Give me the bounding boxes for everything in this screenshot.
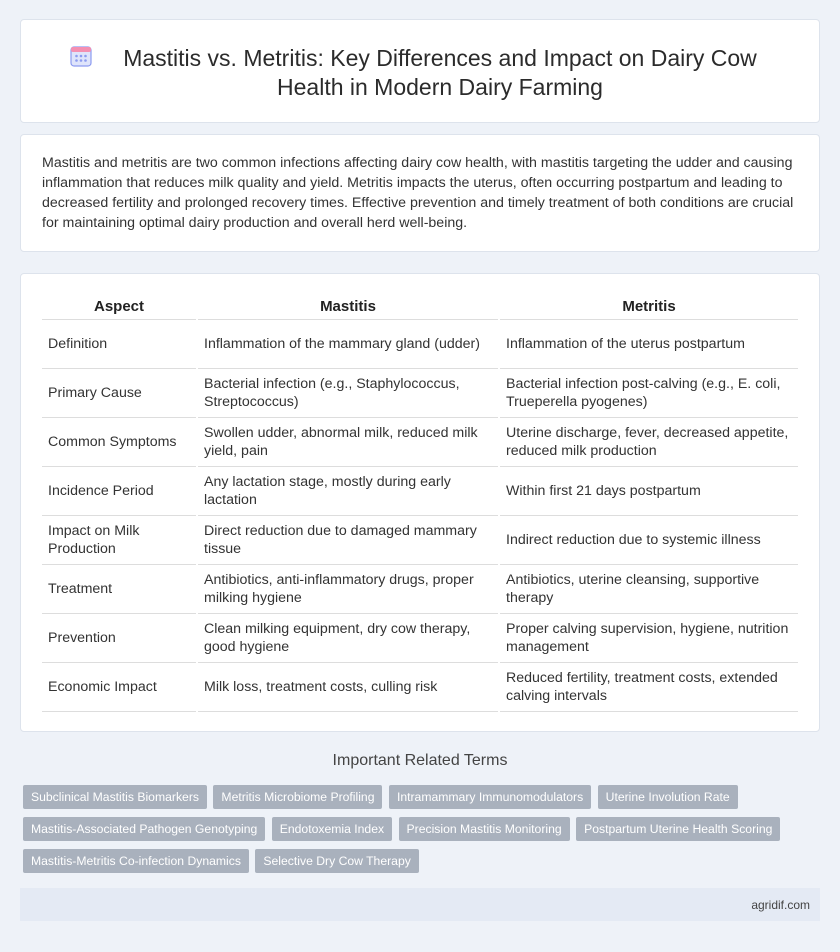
table-row xyxy=(42,467,798,516)
metritis-cell: Inflammation of the uterus postpartum xyxy=(499,320,798,369)
related-term-tag[interactable]: Subclinical Mastitis Biomarkers xyxy=(23,785,207,809)
table-row xyxy=(42,565,798,614)
comparison-table xyxy=(42,294,798,712)
table-header-row xyxy=(42,294,798,320)
table-row xyxy=(42,614,798,663)
mastitis-cell: Inflammation of the mammary gland (udder) xyxy=(197,320,499,369)
summary-paragraph: Mastitis and metritis are two common infections affecting dairy cow health, with mastitis targeting the udder and causing inflammation that reduces milk quality and yield. Metritis impacts the uterus, often occurring postpartum and leading to decreased fertility and prolonged recovery times. Effective prevention and timely treatment of both conditions are crucial for maintaining optimal dairy production and overall herd well-being. xyxy=(42,155,794,231)
metritis-cell: Uterine discharge, fever, decreased appetite, reduced milk production xyxy=(499,418,798,467)
metritis-cell: Antibiotics, uterine cleansing, supportive therapy xyxy=(499,565,798,614)
mastitis-cell: Any lactation stage, mostly during early lactation xyxy=(197,467,499,516)
page-title: Mastitis vs. Metritis: Key Differences and Impact on Dairy Cow Health in Modern Dairy Farming xyxy=(123,45,757,100)
mastitis-cell: Milk loss, treatment costs, culling risk xyxy=(197,663,499,712)
header-aspect: Aspect xyxy=(42,294,197,320)
mastitis-cell: Clean milking equipment, dry cow therapy, good hygiene xyxy=(197,614,499,663)
related-term-tag[interactable]: Mastitis-Metritis Co-infection Dynamics xyxy=(23,849,249,873)
related-term-tag[interactable]: Postpartum Uterine Health Scoring xyxy=(576,817,780,841)
related-term-tag[interactable]: Uterine Involution Rate xyxy=(598,785,738,809)
mastitis-cell: Swollen udder, abnormal milk, reduced milk yield, pain xyxy=(197,418,499,467)
header-metritis: Metritis xyxy=(499,294,798,320)
table-row xyxy=(42,320,798,369)
metritis-cell: Within first 21 days postpartum xyxy=(499,467,798,516)
related-term-tag[interactable]: Intramammary Immunomodulators xyxy=(389,785,591,809)
table-row xyxy=(42,663,798,712)
aspect-cell: Primary Cause xyxy=(42,369,197,418)
table-row xyxy=(42,516,798,565)
metritis-cell: Proper calving supervision, hygiene, nutrition management xyxy=(499,614,798,663)
comparison-table-card xyxy=(20,273,820,732)
metritis-cell: Bacterial infection post-calving (e.g., E. coli, Trueperella pyogenes) xyxy=(499,369,798,418)
related-terms-list xyxy=(23,785,823,881)
related-term-tag[interactable]: Precision Mastitis Monitoring xyxy=(399,817,570,841)
aspect-cell: Impact on Milk Production xyxy=(42,516,197,565)
footer-site-name[interactable]: agridif.com xyxy=(751,898,810,912)
header-mastitis: Mastitis xyxy=(197,294,499,320)
mastitis-cell: Antibiotics, anti-inflammatory drugs, proper milking hygiene xyxy=(197,565,499,614)
aspect-cell: Prevention xyxy=(42,614,197,663)
mastitis-cell: Bacterial infection (e.g., Staphylococcus, Streptococcus) xyxy=(197,369,499,418)
mastitis-cell: Direct reduction due to damaged mammary tissue xyxy=(197,516,499,565)
aspect-cell: Incidence Period xyxy=(42,467,197,516)
related-term-tag[interactable]: Mastitis-Associated Pathogen Genotyping xyxy=(23,817,265,841)
related-terms-heading: Important Related Terms xyxy=(332,752,508,769)
metritis-cell: Indirect reduction due to systemic illness xyxy=(499,516,798,565)
related-term-tag[interactable]: Selective Dry Cow Therapy xyxy=(255,849,418,873)
table-row xyxy=(42,369,798,418)
title-card xyxy=(20,19,820,123)
aspect-cell: Treatment xyxy=(42,565,197,614)
metritis-cell: Reduced fertility, treatment costs, extended calving intervals xyxy=(499,663,798,712)
table-row xyxy=(42,418,798,467)
aspect-cell: Common Symptoms xyxy=(42,418,197,467)
aspect-cell: Economic Impact xyxy=(42,663,197,712)
aspect-cell: Definition xyxy=(42,320,197,369)
footer-bar xyxy=(20,888,820,921)
related-term-tag[interactable]: Endotoxemia Index xyxy=(272,817,392,841)
summary-card xyxy=(20,134,820,252)
related-term-tag[interactable]: Metritis Microbiome Profiling xyxy=(213,785,382,809)
